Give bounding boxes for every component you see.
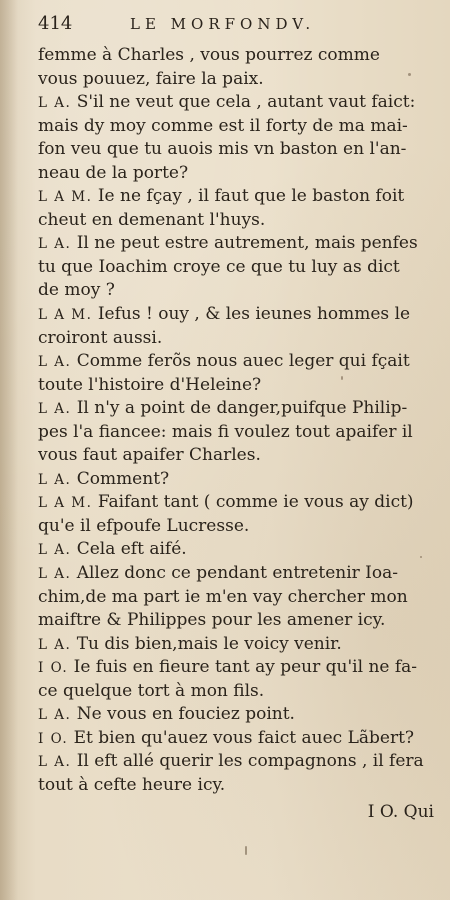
- text-line: [38, 656, 434, 680]
- line-text: Comment?: [76, 468, 170, 489]
- text-line: [38, 374, 434, 398]
- paper-speck: [420, 556, 422, 558]
- text-line: [38, 350, 434, 374]
- speaker-label: L A.: [38, 236, 72, 253]
- line-text: Faifant tant ( comme ie vous ay dict): [97, 492, 414, 513]
- dialogue-text: [38, 44, 434, 798]
- running-title: LE MORFONDV.: [130, 15, 316, 33]
- text-line: [38, 750, 434, 774]
- text-line: [38, 515, 434, 539]
- text-line: [38, 703, 434, 727]
- line-text: Ne vous en fouciez point.: [76, 704, 295, 725]
- catchword: I O. Qui: [367, 802, 434, 822]
- line-text: tout à cefte heure icy.: [38, 774, 226, 795]
- text-line: [38, 491, 434, 515]
- line-text: Il n'y a point de danger,puifque Philip-: [76, 398, 408, 419]
- line-text: tu que Ioachim croye ce que tu luy as dict: [38, 256, 400, 277]
- text-line: [38, 468, 434, 492]
- line-text: ce quelque tort à mon fils.: [38, 680, 265, 701]
- speaker-label: L A.: [38, 401, 72, 418]
- speaker-label: L A.: [38, 354, 72, 371]
- speaker-label: L A.: [38, 95, 72, 112]
- line-text: cheut en demenant l'huys.: [38, 209, 266, 230]
- text-line: [38, 397, 434, 421]
- speaker-label: I O.: [38, 660, 69, 677]
- line-text: Tu dis bien,mais le voicy venir.: [76, 633, 342, 654]
- text-line: [38, 680, 434, 704]
- speaker-label: L A.: [38, 471, 72, 488]
- text-line: [38, 185, 434, 209]
- paper-speck: [341, 376, 343, 380]
- line-text: de moy ?: [38, 280, 115, 301]
- text-line: [38, 232, 434, 256]
- line-text: S'il ne veut que cela , autant vaut faict:: [76, 92, 416, 113]
- line-text: Ie ne fçay , il faut que le baston foit: [97, 186, 405, 207]
- text-line: [38, 421, 434, 445]
- line-text: Il eft allé querir les compagnons , il fera: [76, 751, 424, 772]
- line-text: Cela eft aifé.: [76, 539, 187, 560]
- line-text: qu'e il efpoufe Lucresse.: [38, 515, 250, 536]
- text-line: [38, 44, 434, 68]
- text-line: [38, 609, 434, 633]
- paper-speck: [245, 846, 247, 855]
- page-number: 414: [38, 13, 73, 34]
- line-text: croiront aussi.: [38, 327, 163, 348]
- line-text: neau de la porte?: [38, 162, 189, 183]
- line-text: femme à Charles , vous pourrez comme: [38, 45, 380, 65]
- line-text: Allez donc ce pendant entretenir Ioa-: [76, 563, 399, 584]
- text-line: [38, 91, 434, 115]
- line-text: Et bien qu'auez vous faict auec Lãbert?: [73, 727, 415, 748]
- line-text: Iefus ! ouy , & les ieunes hommes le: [97, 304, 411, 325]
- line-text: toute l'histoire d'Heleine?: [38, 374, 262, 395]
- line-text: vous pouuez, faire la paix.: [38, 68, 264, 89]
- text-line: [38, 444, 434, 468]
- line-text: Ie fuis en fieure tant ay peur qu'il ne fa-: [73, 657, 418, 678]
- speaker-label: I O.: [38, 730, 69, 747]
- line-text: maiftre & Philippes pour les amener icy.: [38, 610, 386, 631]
- line-text: mais dy moy comme est il forty de ma mai-: [38, 115, 408, 136]
- text-line: [38, 538, 434, 562]
- page-header: [38, 12, 430, 36]
- text-line: [38, 327, 434, 351]
- speaker-label: L A.: [38, 636, 72, 653]
- text-line: [38, 162, 434, 186]
- line-text: chim,de ma part ie m'en vay chercher mon: [38, 586, 408, 607]
- speaker-label: L A M.: [38, 495, 93, 512]
- text-line: [38, 562, 434, 586]
- text-line: [38, 115, 434, 139]
- speaker-label: L A M.: [38, 307, 93, 324]
- speaker-label: L A M.: [38, 189, 93, 206]
- text-line: [38, 209, 434, 233]
- line-text: pes l'a fiancee: mais fi voulez tout apaifer il: [38, 421, 413, 442]
- speaker-label: L A.: [38, 707, 72, 724]
- line-text: fon veu que tu auois mis vn baston en l'an-: [38, 139, 407, 160]
- text-line: [38, 586, 434, 610]
- line-text: Comme ferõs nous auec leger qui fçait: [76, 351, 410, 372]
- text-line: [38, 727, 434, 751]
- text-line: [38, 68, 434, 92]
- speaker-label: L A.: [38, 566, 72, 583]
- text-line: [38, 256, 434, 280]
- text-line: [38, 138, 434, 162]
- text-line: [38, 633, 434, 657]
- text-line: [38, 279, 434, 303]
- speaker-label: L A.: [38, 754, 72, 771]
- line-text: Il ne peut estre autrement, mais penfes: [76, 233, 418, 254]
- speaker-label: L A.: [38, 542, 72, 559]
- line-text: vous faut apaifer Charles.: [38, 445, 261, 466]
- text-line: [38, 303, 434, 327]
- paper-speck: [408, 73, 411, 76]
- text-line: [38, 774, 434, 798]
